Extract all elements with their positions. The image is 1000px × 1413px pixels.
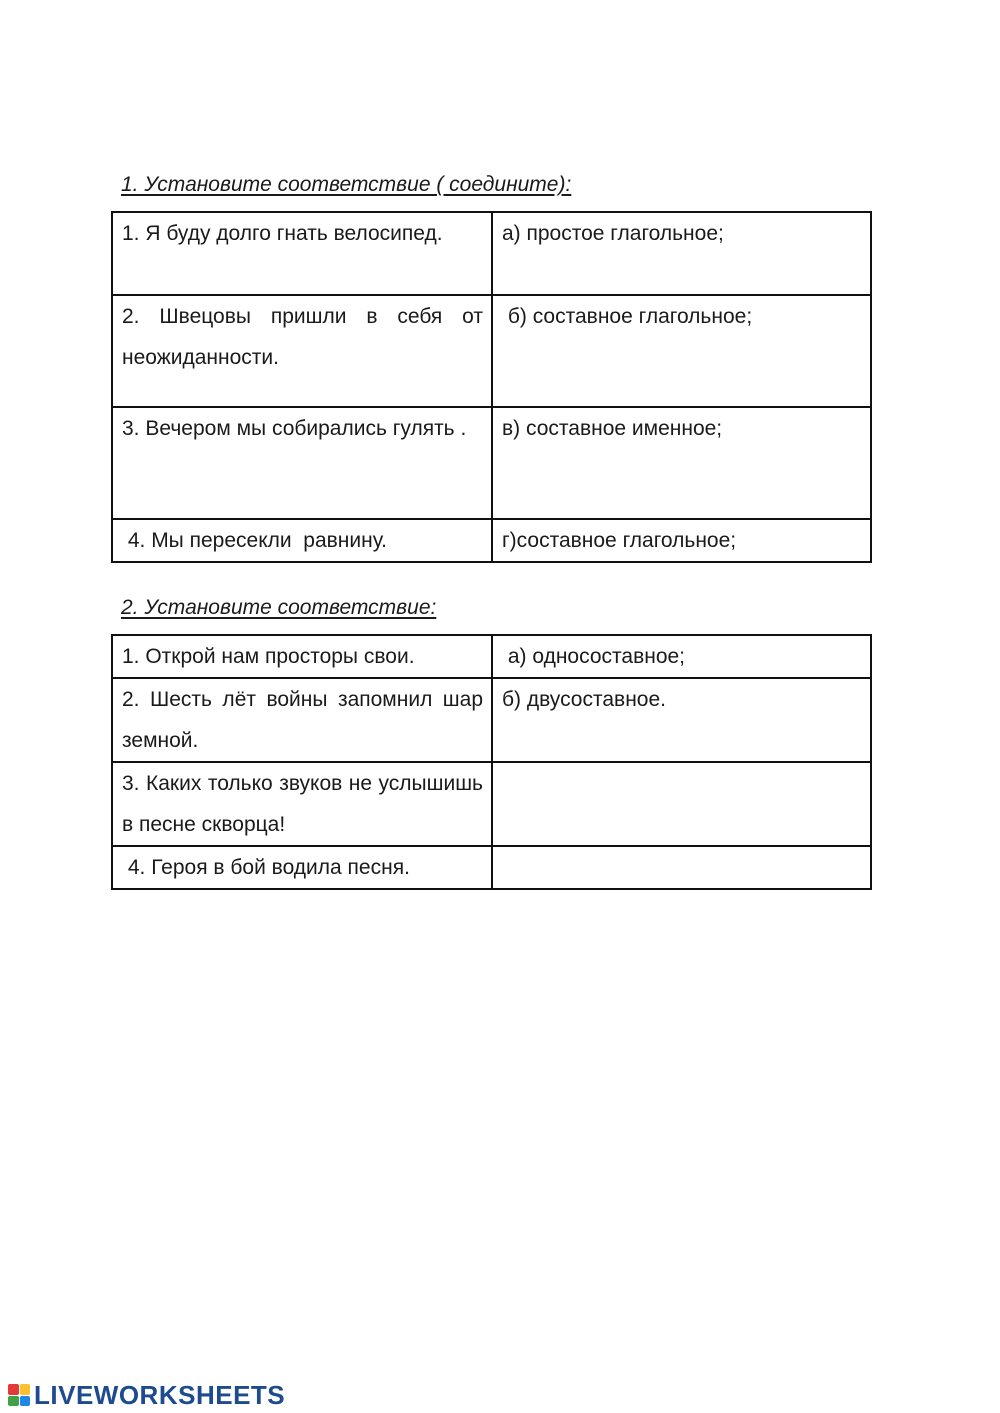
table-row bbox=[112, 519, 871, 562]
liveworksheets-logo-icon bbox=[8, 1384, 30, 1406]
sentence-cell: 1. Открой нам просторы свои. bbox=[112, 635, 492, 678]
sentence-cell: 2. Шесть лёт войны запомнил шар земной. bbox=[112, 678, 492, 762]
logo-square bbox=[8, 1384, 19, 1395]
sentence-cell: 2. Швецовы пришли в себя от неожиданности. bbox=[112, 295, 492, 407]
table-row bbox=[112, 762, 871, 846]
sentence-cell: 4. Мы пересекли равнину. bbox=[112, 519, 492, 562]
sentence-cell: 3. Вечером мы собирались гулять . bbox=[112, 407, 492, 519]
answer-option-cell: а) простое глагольное; bbox=[492, 212, 871, 295]
table-row bbox=[112, 407, 871, 519]
table-row bbox=[112, 678, 871, 762]
table-row bbox=[112, 635, 871, 678]
task-2-title: 2. Установите соответствие: bbox=[121, 596, 437, 619]
sentence-cell: 4. Героя в бой водила песня. bbox=[112, 846, 492, 889]
liveworksheets-watermark bbox=[8, 1380, 285, 1410]
table-row bbox=[112, 212, 871, 295]
watermark-text: LIVEWORKSHEETS bbox=[34, 1379, 286, 1410]
table-row bbox=[112, 295, 871, 407]
answer-option-cell bbox=[492, 762, 871, 846]
answer-option-cell: б) составное глагольное; bbox=[492, 295, 871, 407]
sentence-cell: 3. Каких только звуков не услышишь в песне скворца! bbox=[112, 762, 492, 846]
answer-option-cell: а) односоставное; bbox=[492, 635, 871, 678]
logo-square bbox=[20, 1384, 31, 1395]
logo-square bbox=[20, 1396, 31, 1407]
answer-option-cell bbox=[492, 846, 871, 889]
sentence-cell: 1. Я буду долго гнать велосипед. bbox=[112, 212, 492, 295]
answer-option-cell: г)составное глагольное; bbox=[492, 519, 871, 562]
matching-table-2 bbox=[111, 634, 872, 890]
matching-table-1 bbox=[111, 211, 872, 563]
answer-option-cell: б) двусоставное. bbox=[492, 678, 871, 762]
answer-option-cell: в) составное именное; bbox=[492, 407, 871, 519]
logo-square bbox=[8, 1396, 19, 1407]
task-1-title: 1. Установите соответствие ( соедините): bbox=[121, 173, 572, 196]
table-row bbox=[112, 846, 871, 889]
